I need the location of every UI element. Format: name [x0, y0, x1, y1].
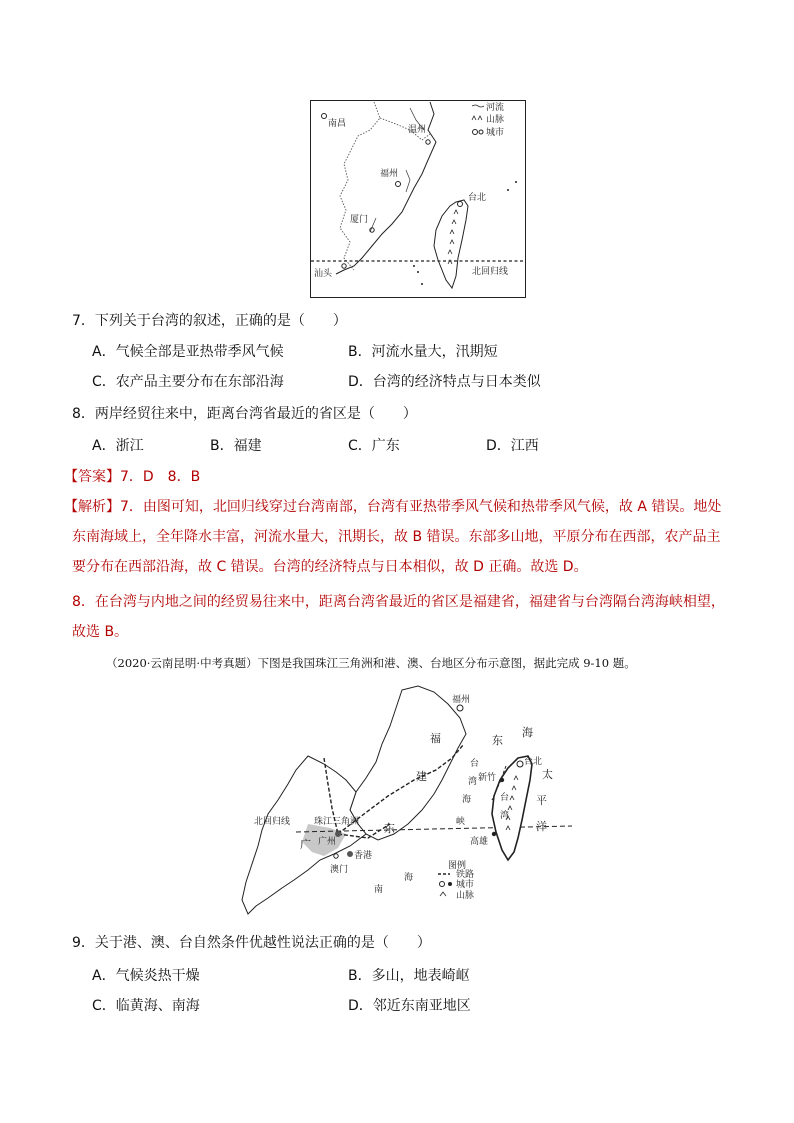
map-prd-hk-macau-taiwan: [238, 684, 578, 920]
label-xinzhu: 新竹: [478, 773, 497, 783]
answer-text: 7．D 8．B: [120, 469, 201, 485]
map-taiwan-strait: [310, 100, 526, 298]
label-fuzhou: 福州: [380, 169, 399, 179]
label-strait-1: 台: [470, 759, 480, 769]
label-south-1: 南: [374, 885, 384, 895]
label-strait-2: 湾: [468, 777, 478, 787]
label-tropic-2: 北回归线: [254, 817, 291, 827]
q9-option-d[interactable]: D．邻近东南亚地区: [348, 998, 471, 1014]
analysis-line-2: 东南海域上，全年降水丰富，河流水量大，汛期长，故 B 错误。东部多山地，平原分布在西部，农产品主: [72, 529, 721, 545]
answer-line: [64, 467, 200, 487]
label-strait-3: 海: [462, 795, 472, 805]
label-gaoxiong: 高雄: [470, 837, 489, 847]
legend-river: 河流: [486, 103, 505, 113]
label-taiwan-1: 台: [500, 793, 510, 803]
legend-city-2: 城市: [456, 880, 475, 890]
label-taibei: 台北: [468, 193, 487, 203]
q7-option-d[interactable]: D．台湾的经济特点与日本类似: [348, 374, 541, 390]
label-macau: 澳门: [330, 865, 349, 875]
q7-stem: 7．下列关于台湾的叙述，正确的是（ ）: [72, 313, 347, 329]
source-line: （2020·云南昆明·中考真题）下图是我国珠江三角洲和港、澳、台地区分布示意图，据此完成 9-10 题。: [106, 656, 636, 670]
q9-option-b[interactable]: B．多山，地表崎岖: [348, 968, 470, 984]
label-prd: 珠江三角洲: [314, 817, 360, 827]
taiwan-island-2: [492, 756, 532, 860]
label-pacific-2: 平: [536, 794, 547, 807]
label-fujian-1: 福: [430, 732, 441, 745]
q8-option-a[interactable]: A．浙江: [92, 438, 144, 454]
legend-title: 图例: [448, 861, 467, 871]
q7-option-c[interactable]: C．农产品主要分布在东部沿海: [92, 374, 284, 390]
analysis-tag: 【解析】: [64, 499, 120, 515]
label-tropic: 北回归线: [472, 267, 509, 277]
label-south-2: 海: [404, 873, 414, 883]
q8-option-b[interactable]: B．福建: [210, 438, 262, 454]
label-guangdong-2: 东: [384, 822, 395, 835]
label-pacific-1: 太: [542, 768, 553, 781]
label-fuzhou: 福州: [452, 695, 471, 705]
analysis-line-1: [64, 497, 721, 517]
legend-mountain: 山脉: [486, 115, 505, 125]
label-fujian-2: 建: [416, 770, 427, 783]
label-wenzhou: 温州: [408, 125, 427, 135]
label-shantou: 汕头: [314, 269, 333, 279]
legend-city: 城市: [486, 128, 505, 138]
q8-option-c[interactable]: C．广东: [348, 438, 400, 454]
answer-tag: 【答案】: [64, 469, 120, 485]
label-nanchang: 南昌: [328, 119, 347, 129]
q9-stem: 9．关于港、澳、台自然条件优越性说法正确的是（ ）: [72, 935, 431, 951]
q8-option-d[interactable]: D．江西: [486, 438, 539, 454]
label-hai: 海: [522, 726, 533, 739]
label-strait-4: 峡: [456, 817, 466, 827]
label-guangzhou: 广州: [318, 837, 337, 847]
label-dong: 东: [492, 734, 503, 747]
label-taibei-2: 台北: [524, 757, 543, 767]
analysis-text-1: 7．由图可知，北回归线穿过台湾南部，台湾有亚热带季风气候和热带季风气候，故 A 错误。地处: [120, 499, 722, 515]
label-xiamen: 厦门: [350, 215, 369, 225]
q9-option-a[interactable]: A．气候炎热干燥: [92, 968, 200, 984]
label-guangdong-1: 广: [300, 838, 311, 851]
q8-stem: 8．两岸经贸往来中，距离台湾省最近的省区是（ ）: [72, 406, 417, 422]
q7-option-a[interactable]: A．气候全部是亚热带季风气候: [92, 344, 284, 360]
q7-option-b[interactable]: B．河流水量大，汛期短: [348, 344, 498, 360]
map2-legend: [438, 859, 474, 901]
analysis-line-5: 故选 B。: [72, 624, 129, 640]
analysis-line-4: 8．在台湾与内地之间的经贸易往来中，距离台湾省最近的省区是福建省，福建省与台湾隔台湾海峡相望，: [72, 594, 725, 610]
analysis-line-3: 要分布在西部沿海，故 C 错误。台湾的经济特点与日本相似，故 D 正确。故选 D。: [72, 559, 588, 575]
label-taiwan-2: 湾: [500, 811, 510, 821]
label-pacific-3: 洋: [536, 820, 547, 833]
q9-option-c[interactable]: C．临黄海、南海: [92, 998, 200, 1014]
label-hongkong: 香港: [354, 851, 373, 861]
legend-rail: 铁路: [456, 870, 475, 880]
legend-mountain-2: 山脉: [456, 891, 475, 901]
